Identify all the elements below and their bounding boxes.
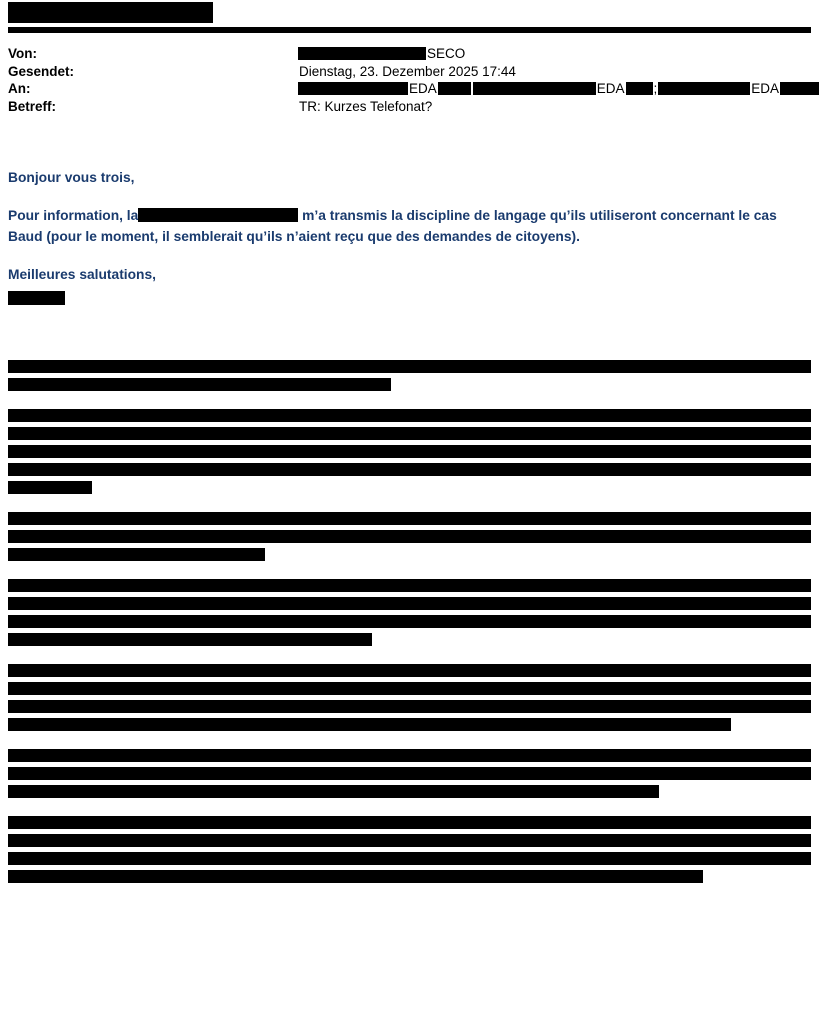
paragraph-prefix: Pour information, la (8, 208, 139, 223)
signature-redaction (8, 291, 65, 305)
header-field-value (298, 63, 517, 81)
redaction-line (8, 530, 811, 543)
redaction-group (8, 816, 813, 883)
redaction-line (8, 767, 811, 780)
body-closing: Meilleures salutations, (8, 267, 156, 282)
redaction-line (8, 445, 811, 458)
redaction-line (8, 579, 811, 592)
header-field-value (298, 45, 466, 63)
header-value-redaction (298, 47, 426, 60)
header-value-text: ; (653, 81, 658, 96)
redaction-line (8, 512, 811, 525)
redaction-line (8, 409, 811, 422)
redaction-line (8, 718, 731, 731)
header-value-redaction (298, 82, 408, 95)
redaction-line (8, 633, 372, 646)
email-header-fields (8, 45, 811, 115)
header-value-text: EDA (596, 81, 625, 96)
redaction-group (8, 512, 813, 561)
header-value-redaction (438, 82, 471, 95)
header-value-text: EDA (751, 81, 780, 96)
redaction-line (8, 785, 659, 798)
redaction-line (8, 427, 811, 440)
redaction-group (8, 360, 813, 391)
redaction-group (8, 664, 813, 731)
redaction-group (8, 579, 813, 646)
redaction-line (8, 463, 811, 476)
redaction-line (8, 870, 703, 883)
redaction-line (8, 834, 811, 847)
redaction-line (8, 816, 811, 829)
header-field-label: An: (8, 81, 31, 96)
header-row (8, 45, 811, 63)
redaction-line (8, 360, 811, 373)
redaction-line (8, 615, 811, 628)
header-field-value (298, 98, 433, 116)
header-value-redaction (658, 82, 750, 95)
redaction-group (8, 409, 813, 494)
redaction-line (8, 852, 811, 865)
redaction-line (8, 749, 811, 762)
header-value-redaction (626, 82, 653, 95)
header-field-label: Betreff: (8, 98, 57, 114)
redaction-line (8, 378, 391, 391)
header-value-text: TR: Kurzes Telefonat? (299, 98, 433, 114)
header-row (8, 98, 811, 116)
redaction-line (8, 664, 811, 677)
redaction-line (8, 481, 92, 494)
redaction-line (8, 597, 811, 610)
paragraph-inline-redaction (138, 208, 298, 222)
header-divider-rule (8, 27, 811, 33)
body-paragraph (8, 205, 813, 247)
header-value-text: SECO (427, 46, 466, 61)
redacted-content-blocks (8, 360, 813, 901)
header-row (8, 80, 811, 98)
redaction-line (8, 682, 811, 695)
header-row (8, 63, 811, 81)
top-header-redaction (8, 2, 213, 23)
email-body (8, 167, 813, 305)
header-field-label: Von: (8, 46, 37, 61)
redaction-line (8, 700, 811, 713)
redaction-line (8, 548, 265, 561)
header-value-redaction (780, 82, 819, 95)
header-value-text: EDA (409, 81, 437, 96)
header-field-value (298, 80, 819, 98)
header-value-text: Dienstag, 23. Dezember 2025 17:44 (299, 63, 516, 79)
body-greeting: Bonjour vous trois, (8, 170, 135, 185)
header-value-redaction (473, 82, 596, 95)
redaction-group (8, 749, 813, 798)
header-field-label: Gesendet: (8, 63, 75, 79)
paragraph-rest: m’a transmis la discipline de langage qu’ils utiliseront concernant le cas Baud (pour le moment, il semblerait qu’ils n’aient reçu que des demandes de citoyens). (8, 208, 777, 244)
